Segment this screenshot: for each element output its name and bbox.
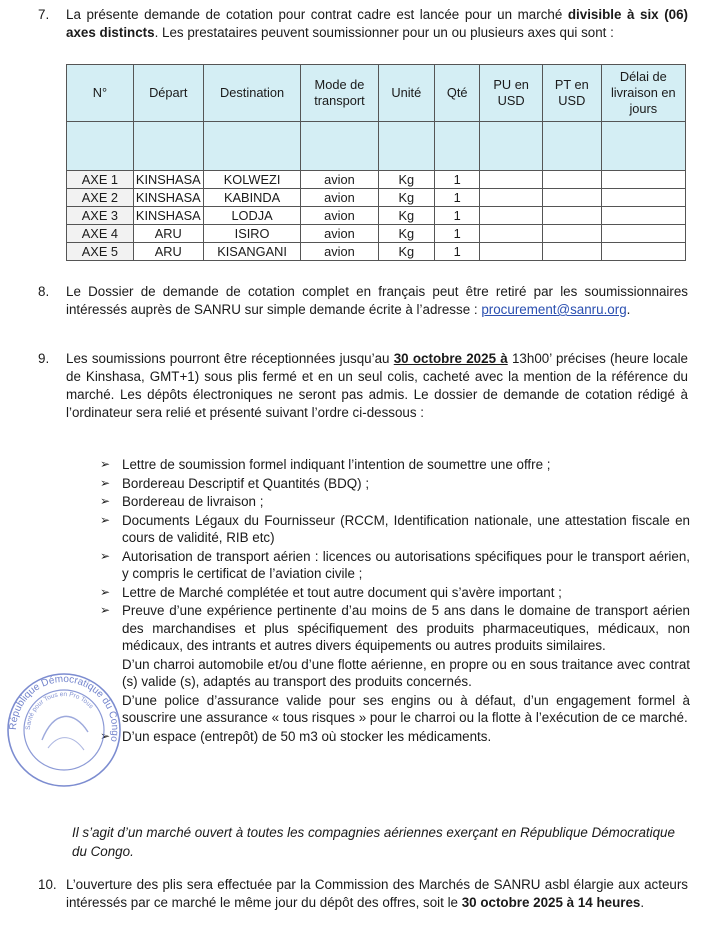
paragraph-text-end: . xyxy=(626,302,631,317)
table-cell: Kg xyxy=(378,207,435,225)
header-cell: N° xyxy=(67,65,134,122)
table-cell: KISANGANI xyxy=(203,243,301,261)
table-cell: KINSHASA xyxy=(133,189,203,207)
table-cell xyxy=(543,189,602,207)
paragraph-number: 7. xyxy=(38,7,50,22)
list-item: ➢ Bordereau de livraison ; xyxy=(100,494,264,509)
table-row xyxy=(67,171,686,189)
table-cell xyxy=(601,225,685,243)
paragraph-7 xyxy=(38,6,688,42)
table-cell xyxy=(480,207,543,225)
table-row xyxy=(67,189,686,207)
header-cell: Délai de livraison en jours xyxy=(601,65,685,122)
table-cell: avion xyxy=(301,171,378,189)
table-cell: avion xyxy=(301,189,378,207)
arrow-bullet-icon: ➢ xyxy=(100,728,111,743)
table-cell xyxy=(543,207,602,225)
table-cell: AXE 3 xyxy=(67,207,134,225)
document-list xyxy=(100,456,690,746)
table-cell: Kg xyxy=(378,225,435,243)
paragraph-8 xyxy=(38,283,688,319)
table-cell: 1 xyxy=(435,225,480,243)
table-cell: ISIRO xyxy=(203,225,301,243)
table-cell: Kg xyxy=(378,243,435,261)
paragraph-bold: divisible à six (06) axes distincts xyxy=(66,7,689,40)
table-cell: 1 xyxy=(435,171,480,189)
table-cell: KINSHASA xyxy=(133,171,203,189)
table-cell: 1 xyxy=(435,243,480,261)
arrow-bullet-icon: ➢ xyxy=(100,457,111,471)
list-item: D’un charroi automobile et/ou d’une flotte aérienne, en propre ou en sous traitance avec contrat (s) valide (s), adaptés au transport des produits concernés. xyxy=(122,656,690,689)
paragraph-text: La présente demande de cotation pour contrat cadre est lancée pour un marché xyxy=(66,7,568,22)
table-cell xyxy=(601,189,685,207)
list-item: ➢ Lettre de Marché complétée et tout autre document qui s’avère important ; xyxy=(100,584,562,600)
list-item: D’une police d’assurance valide pour ses engins ou à défaut, d’un engagement formel à souscrire une assurance « tous risques » pour le charroi ou la flotte à l’exécution de ce marché. xyxy=(122,692,690,725)
table-cell: AXE 1 xyxy=(67,171,134,189)
list-item: ➢ Lettre de soumission formel indiquant l’intention de soumettre une offre ; xyxy=(100,457,551,472)
table-cell: 1 xyxy=(435,189,480,207)
table-cell: ARU xyxy=(133,225,203,243)
table-blank-row xyxy=(67,122,686,171)
table-cell: LODJA xyxy=(203,207,301,225)
table-cell xyxy=(601,207,685,225)
list-item: ➢ Documents Légaux du Fournisseur (RCCM, Identification nationale, une attestation fiscale en cours de validité, RIB etc) xyxy=(100,512,690,545)
table-cell xyxy=(601,171,685,189)
table-cell: KINSHASA xyxy=(133,207,203,225)
list-item: ➢ Preuve d’une expérience pertinente d’au moins de 5 ans dans le domaine de transport aérien des marchandises et plus spécifiquement des produits pharmaceutiques, médicaux, non médicaux, des intrants et autres divers équipements ou autres produits similaires. xyxy=(100,603,690,653)
arrow-bullet-icon: ➢ xyxy=(100,512,111,527)
table-cell: AXE 2 xyxy=(67,189,134,207)
paragraph-number: 9. xyxy=(38,351,50,366)
header-cell: Mode de transport xyxy=(301,65,378,122)
table-cell xyxy=(543,171,602,189)
table-cell xyxy=(480,189,543,207)
official-stamp xyxy=(4,670,124,790)
arrow-bullet-icon: ➢ xyxy=(100,603,111,617)
stamp-text: République Démocratique du Congo xyxy=(7,673,121,743)
closing-statement: Il s’agit d’un marché ouvert à toutes les compagnies aériennes exerçant en République Démocratique du Congo. xyxy=(72,825,675,859)
table-cell: ARU xyxy=(133,243,203,261)
arrow-bullet-icon: ➢ xyxy=(100,584,111,599)
table-cell: Kg xyxy=(378,189,435,207)
table-cell xyxy=(480,171,543,189)
table-cell: Kg xyxy=(378,171,435,189)
paragraph-number: 10. xyxy=(38,877,57,892)
header-cell: PU en USD xyxy=(480,65,543,122)
email-link[interactable]: procurement@sanru.org xyxy=(481,302,627,317)
list-item: ➢ D’un espace (entrepôt) de 50 m3 où stocker les médicaments. xyxy=(100,728,492,744)
table-cell: avion xyxy=(301,243,378,261)
table-row xyxy=(67,207,686,225)
table-cell: AXE 4 xyxy=(67,225,134,243)
list-item: ➢ Bordereau Descriptif et Quantités (BDQ) ; xyxy=(100,475,370,491)
paragraph-9 xyxy=(38,350,688,422)
table-row xyxy=(67,225,686,243)
header-cell: Départ xyxy=(133,65,203,122)
paragraph-number: 8. xyxy=(38,284,50,299)
deadline-date: 30 octobre 2025 à xyxy=(393,351,508,366)
header-cell: Qté xyxy=(435,65,480,122)
table-header-row xyxy=(67,65,686,122)
arrow-bullet-icon: ➢ xyxy=(100,475,111,490)
header-cell: Unité xyxy=(378,65,435,122)
table-cell xyxy=(543,225,602,243)
table-cell: avion xyxy=(301,207,378,225)
header-cell: PT en USD xyxy=(543,65,602,122)
opening-date: 30 octobre 2025 à 14 heures xyxy=(461,895,641,910)
stamp-inner-text: Santé pour Tous en Pro Tous xyxy=(24,690,95,731)
paragraph-text-end: . xyxy=(640,895,645,910)
arrow-bullet-icon: ➢ xyxy=(100,548,111,563)
list-item: ➢ Autorisation de transport aérien : licences ou autorisations spécifiques pour le transport aérien, y compris le certificat de l’aviation civile ; xyxy=(100,548,690,581)
paragraph-text-end: . Les prestataires peuvent soumissionner pour un ou plusieurs axes qui sont : xyxy=(154,25,614,40)
table-cell xyxy=(480,225,543,243)
paragraph-text: L’ouverture des plis sera effectuée par la Commission des Marchés de SANRU asbl élargie aux acteurs intéressés par ce marché le même jour du dépôt des offres, soit le xyxy=(66,877,688,910)
table-cell: avion xyxy=(301,225,378,243)
paragraph-text: Le Dossier de demande de cotation complet en français peut être retiré par les soumissionnaires intéressés auprès de SANRU sur simple demande écrite à l’adresse : xyxy=(66,284,688,317)
table-cell: 1 xyxy=(435,207,480,225)
paragraph-text: Les soumissions pourront être réceptionnées jusqu’au xyxy=(66,351,394,366)
arrow-bullet-icon: ➢ xyxy=(100,494,111,508)
table-cell xyxy=(601,243,685,261)
table-row xyxy=(67,243,686,261)
table-cell: KOLWEZI xyxy=(203,171,301,189)
paragraph-text-end: 13h00’ précises (heure locale de Kinshasa, GMT+1) sous plis fermé et en un seul colis, cacheté avec la mention de la référence du marché. Les dépôts électroniques ne seront pas admis. Le dossier de demande de cotation rédigé à l’ordinateur sera relié et présenté suivant l’ordre ci-dessous : xyxy=(66,351,689,420)
header-cell: Destination xyxy=(203,65,301,122)
table-cell xyxy=(543,243,602,261)
table-cell xyxy=(480,243,543,261)
table-cell: KABINDA xyxy=(203,189,301,207)
axes-table xyxy=(66,64,686,261)
table-cell: AXE 5 xyxy=(67,243,134,261)
paragraph-10 xyxy=(38,876,688,912)
